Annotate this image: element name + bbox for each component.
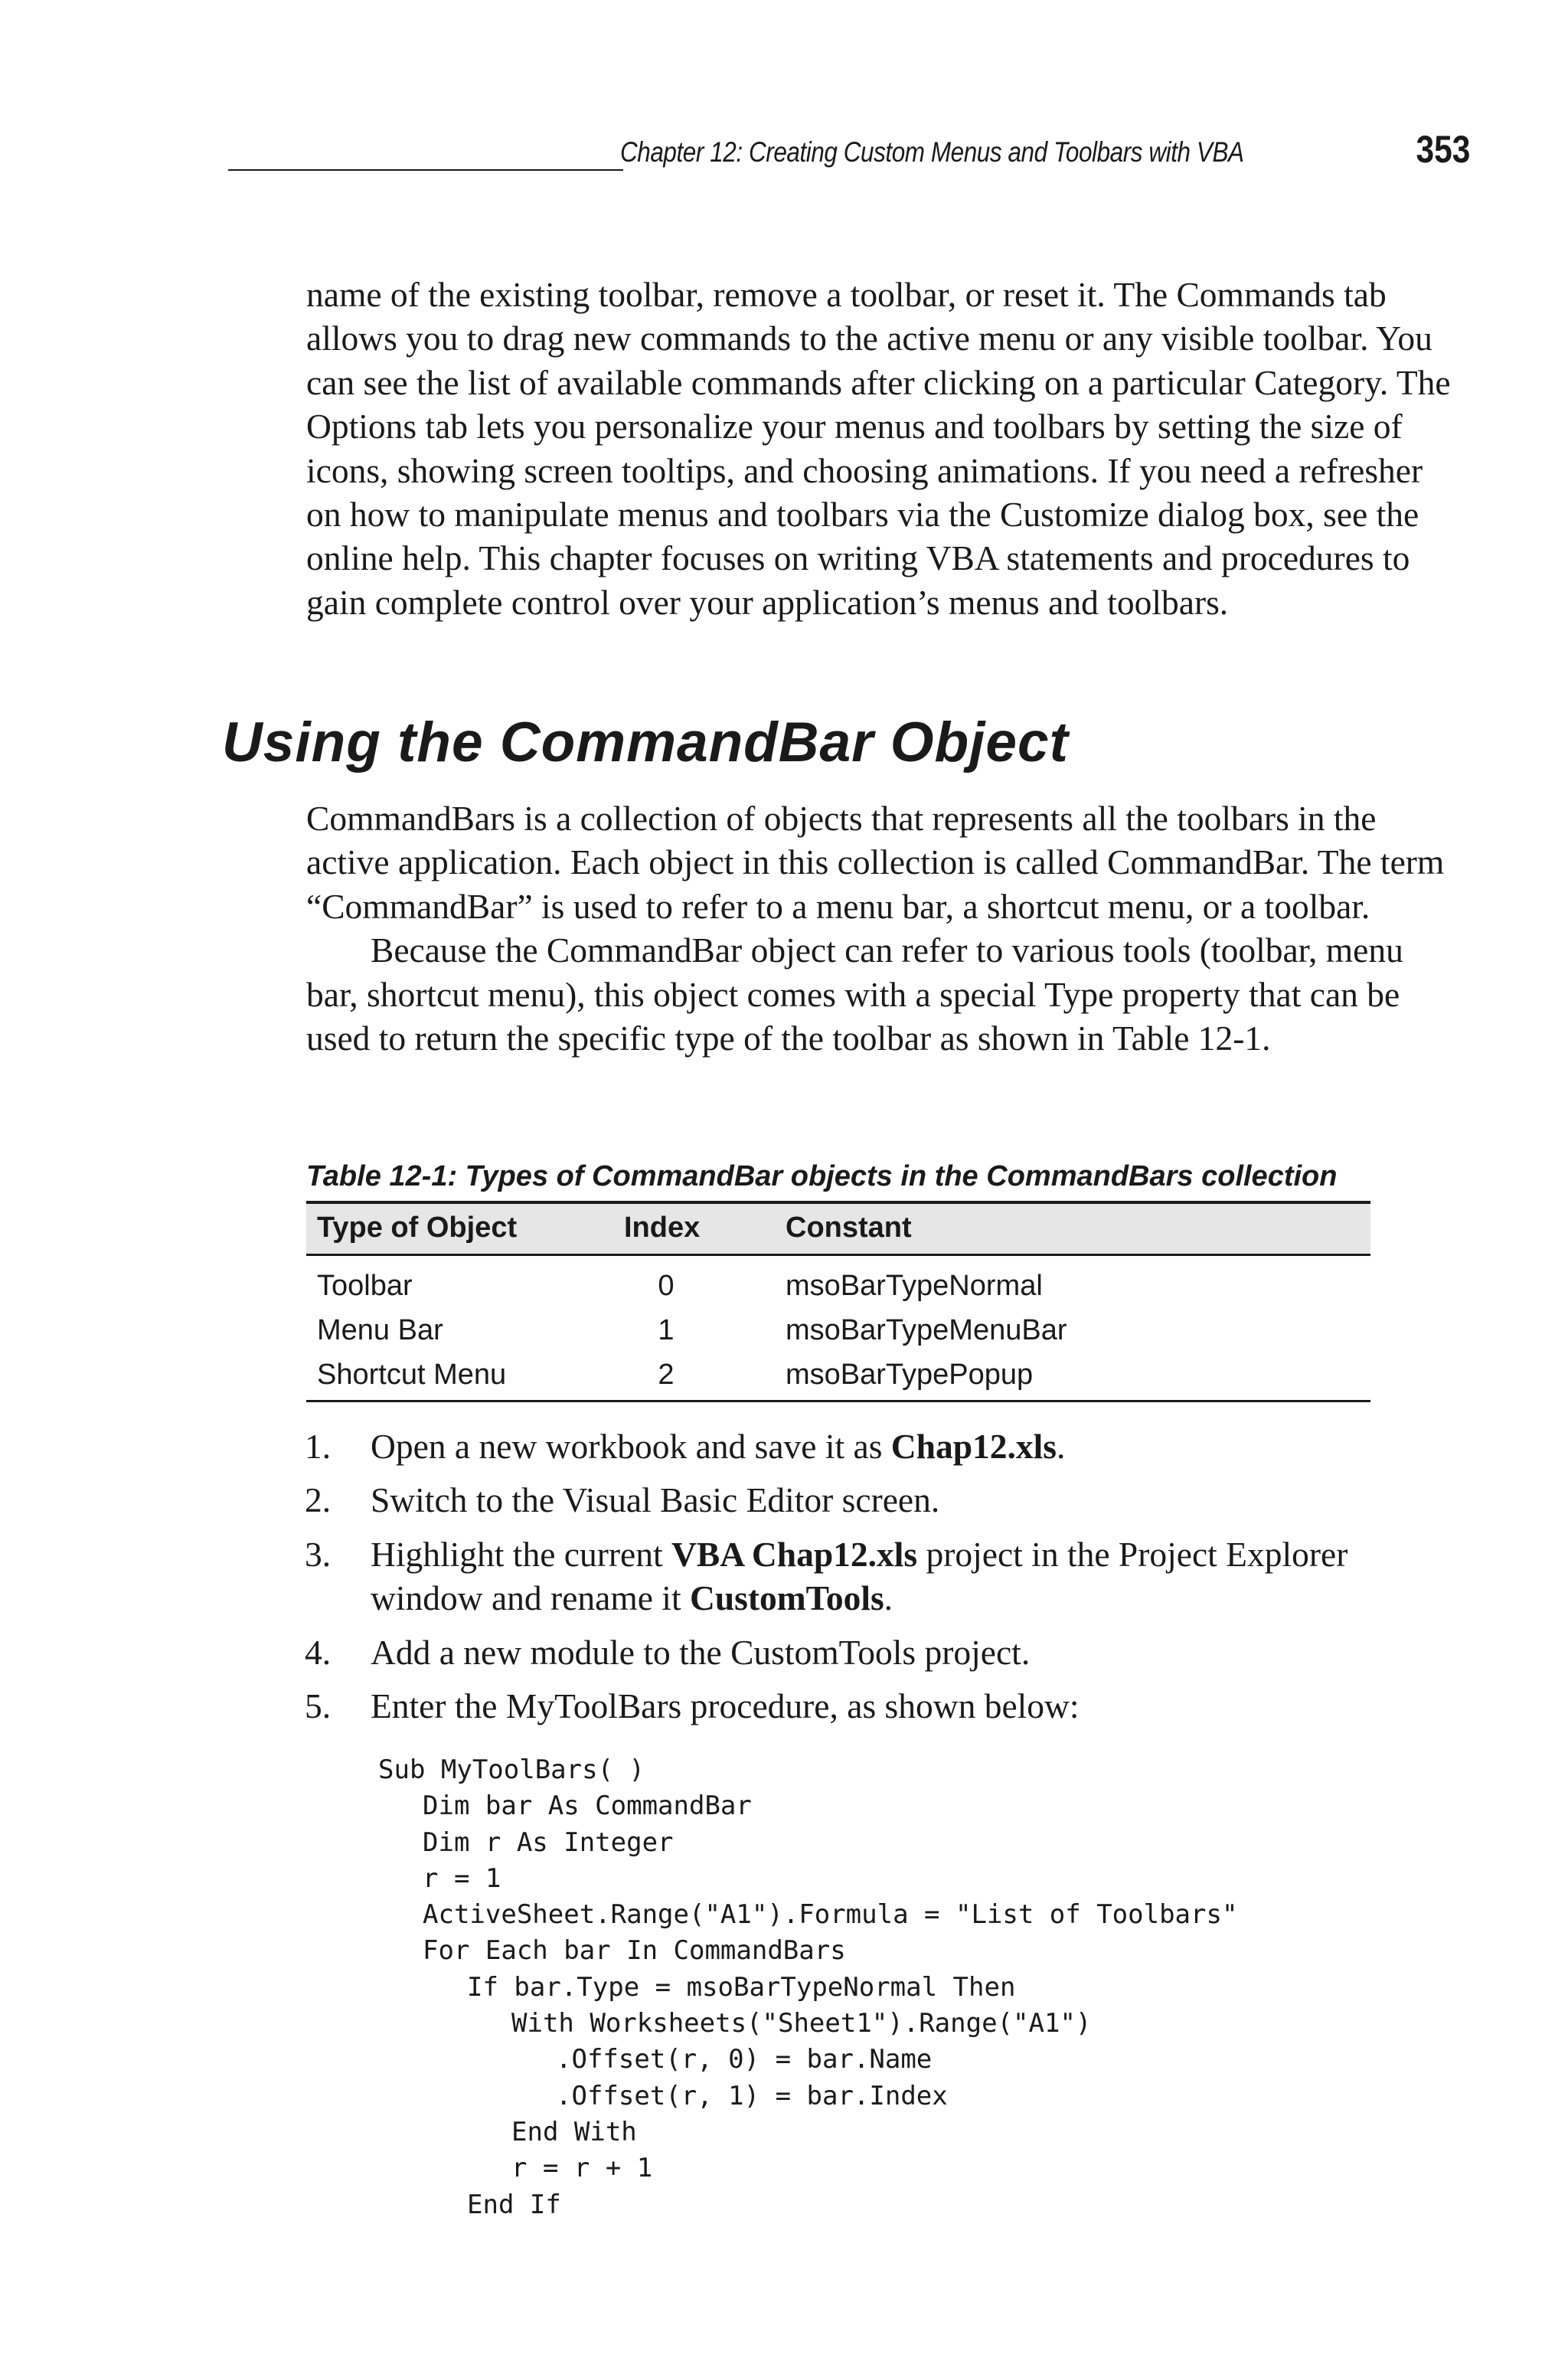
intro-paragraph: name of the existing toolbar, remove a toolbar, or reset it. The Commands tab allows you to drag new commands to the active menu or any visible toolbar. You can see the list of available commands after clicking on a particular Category. The Options tab lets you personalize your menus and toolbars by setting the size of icons, showing screen tooltips, and choosing animations. If you need a refresher on how to manipulate menus and toolbars via the Customize dialog box, see the online help. This chapter focuses on writing VBA statements and procedures to gain complete control over your application’s menus and toolbars. (306, 275, 1451, 622)
step-filename: Chap12.xls (890, 1427, 1057, 1466)
list-item (305, 1684, 1468, 1728)
list-item (305, 1478, 1468, 1522)
section-heading: Using the CommandBar Object (222, 711, 1069, 773)
table-row (306, 1307, 1370, 1351)
table-row (306, 1262, 1370, 1307)
step-number: 4. (305, 1632, 332, 1672)
table-header-cell: Type of Object (317, 1212, 518, 1244)
table-header-row (306, 1201, 1370, 1256)
step-number: 2. (305, 1480, 332, 1520)
table-cell: 2 (658, 1359, 675, 1391)
table-cell: msoBarTypeMenuBar (786, 1314, 1067, 1346)
table-row (306, 1351, 1370, 1395)
step-new-name: CustomTools (689, 1578, 884, 1618)
code-listing (378, 1752, 1237, 2223)
step-text: Switch to the Visual Basic Editor screen. (371, 1480, 940, 1520)
header-rule (228, 169, 623, 171)
step-number: 3. (305, 1534, 332, 1574)
code-line: r = 1 (423, 1863, 501, 1894)
step-text: . (1057, 1427, 1066, 1466)
table-header-cell: Index (624, 1212, 701, 1244)
code-line: r = r + 1 (511, 2153, 653, 2184)
code-line: End If (467, 2189, 561, 2220)
table-cell: 0 (658, 1270, 675, 1302)
table-header-cell: Constant (786, 1212, 912, 1244)
table-caption: Table 12-1: Types of CommandBar objects in the CommandBars collection (306, 1160, 1338, 1192)
code-line: End With (511, 2116, 637, 2147)
intro-block (306, 273, 1462, 624)
section-paragraph-2: Because the CommandBar object can refer to various tools (toolbar, menu bar, shortcut menu), this object comes with a special Type property that can be used to return the specific type of the toolbar as shown in Table 12-1. (306, 930, 1403, 1058)
step-text: Enter the MyToolBars procedure, as shown below: (371, 1686, 1080, 1726)
code-line: Dim r As Integer (423, 1827, 674, 1858)
table-cell: Shortcut Menu (317, 1359, 507, 1391)
step-project-name: VBA Chap12.xls (671, 1534, 918, 1574)
table-cell: Toolbar (317, 1270, 413, 1302)
table-cell: 1 (658, 1314, 675, 1346)
table-cell: msoBarTypeNormal (786, 1270, 1043, 1302)
section-paragraph-1: CommandBars is a collection of objects that represents all the toolbars in the active application. Each object in this collection is called CommandBar. The term “CommandBar” is used to refer to a menu bar, a shortcut menu, or a toolbar. (306, 799, 1445, 926)
step-text: . (884, 1578, 893, 1618)
list-item (305, 1424, 1468, 1468)
step-text: project in the Project Explorer window and rename it (371, 1534, 1348, 1618)
code-line: If bar.Type = msoBarTypeNormal Then (467, 1971, 1016, 2003)
step-text: Add a new module to the CustomTools project. (371, 1632, 1031, 1672)
step-number: 1. (305, 1427, 332, 1466)
table-cell: Menu Bar (317, 1314, 443, 1346)
code-line: .Offset(r, 1) = bar.Index (556, 2080, 948, 2111)
step-number: 5. (305, 1686, 332, 1726)
code-line: For Each bar In CommandBars (423, 1935, 846, 1967)
table-cell: msoBarTypePopup (786, 1359, 1034, 1391)
page-number: 353 (1416, 128, 1470, 171)
step-text: Open a new workbook and save it as (371, 1427, 891, 1466)
code-line: Dim bar As CommandBar (423, 1791, 752, 1822)
step-text: Highlight the current (371, 1534, 671, 1574)
code-line: ActiveSheet.Range("A1").Formula = "List of Toolbars" (423, 1899, 1238, 1931)
code-line: .Offset(r, 0) = bar.Name (556, 2044, 933, 2075)
section-body (306, 796, 1462, 1060)
table-body (306, 1256, 1370, 1402)
steps-list (305, 1424, 1468, 1738)
code-line: Sub MyToolBars( ) (378, 1755, 645, 1785)
running-header (228, 127, 1470, 173)
commandbar-types-table (306, 1201, 1370, 1402)
chapter-title: Chapter 12: Creating Custom Menus and Toolbars with VBA (620, 136, 1244, 168)
list-item (305, 1532, 1468, 1621)
code-line: With Worksheets("Sheet1").Range("A1") (511, 2008, 1092, 2039)
list-item (305, 1630, 1468, 1674)
